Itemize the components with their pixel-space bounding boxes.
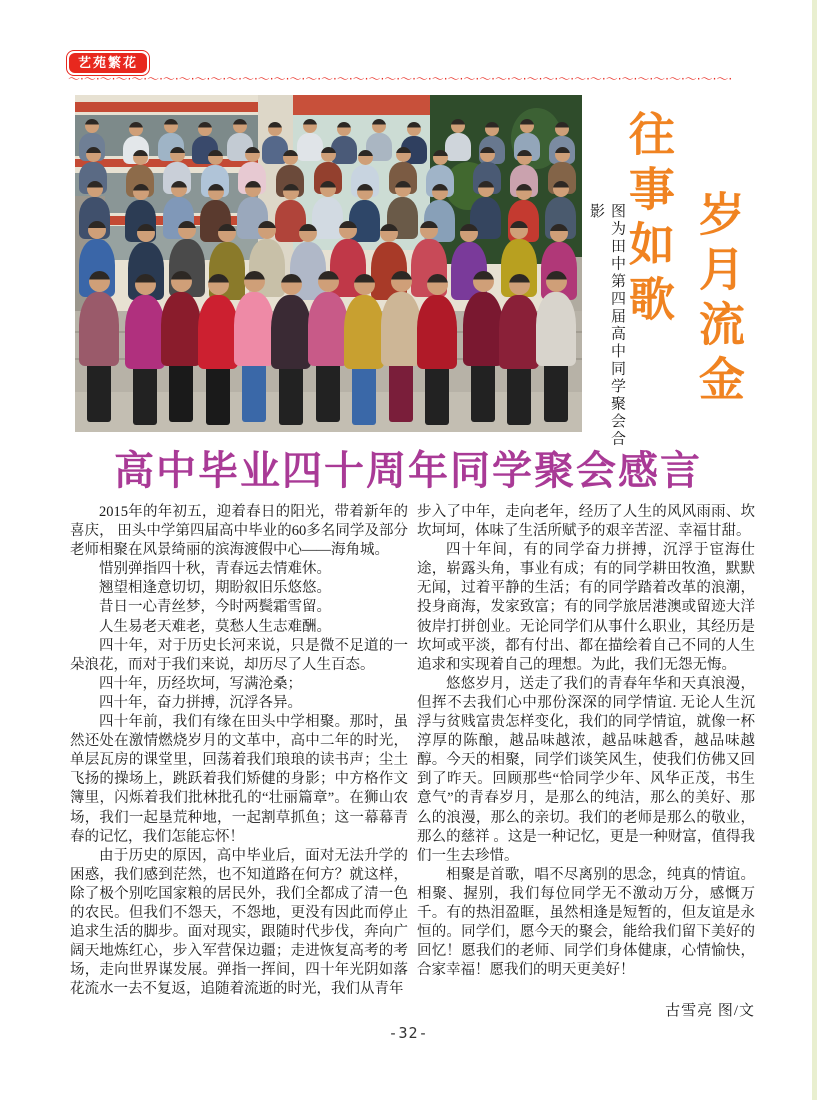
person-head: [208, 184, 224, 200]
person-head: [299, 224, 317, 242]
photo-caption-vertical: 图为田中第四届高中同学聚会合影: [588, 203, 625, 448]
person-head: [485, 122, 499, 136]
person-head: [509, 274, 530, 295]
person-head: [133, 184, 149, 200]
person-head: [283, 184, 299, 200]
person-torso: [308, 292, 348, 366]
person-head: [129, 122, 143, 136]
person-torso: [381, 292, 421, 366]
person-legs: [169, 366, 192, 422]
person-head: [510, 221, 528, 239]
person-head: [258, 221, 276, 239]
person-legs: [133, 369, 156, 425]
person-head: [208, 150, 223, 165]
vertical-title-first: 往事如歌: [622, 110, 675, 330]
person-head: [427, 274, 448, 295]
person-head: [520, 119, 534, 133]
photo-person: [198, 274, 238, 425]
person-head: [283, 150, 298, 165]
person-head: [245, 147, 260, 162]
photo-person: [463, 271, 503, 422]
person-head: [171, 181, 187, 197]
person-torso: [463, 292, 503, 366]
person-head: [88, 221, 106, 239]
body-paragraph: 四十年间，有的同学奋力拼搏，沉浮于宦海仕途，崭露头角，事业有成；有的同学耕田牧渔，默默无闻，过着平静的生活；有的同学踏着改革的浪潮，投身商海，发家致富；有的同学旅居港澳或留迹大洋彼岸打拼创业。无论同学们从事什么职业，其经历是坎坷或平淡，都有付出、都在描绘着自己不同的人生追求和实现着自己的理想。为此，我们无怨无悔。: [417, 542, 755, 673]
person-head: [164, 119, 178, 133]
person-torso: [234, 292, 274, 366]
person-head: [135, 274, 156, 295]
person-legs: [87, 366, 110, 422]
person-legs: [544, 366, 567, 422]
body-paragraph: 四十年前，我们有缘在田头中学相聚。那时，虽然还处在激情燃烧岁月的文革中，高中二年的时光，单层瓦房的课堂里，回荡着我们琅琅的读书声；尘土飞扬的操场上，跳跃着我们矫健的身影；中方格作文簿里，闪烁着我们批林批孔的“壮丽篇章”。在狮山农场，我们一起垦荒种地，一起割草抓鱼；这一幕幕青春的记忆，我们怎能忘怀！: [70, 714, 408, 845]
person-torso: [271, 295, 311, 369]
person-torso: [161, 292, 201, 366]
person-head: [354, 274, 375, 295]
person-head: [137, 224, 155, 242]
person-legs: [471, 366, 494, 422]
photo-person: [271, 274, 311, 425]
person-head: [451, 119, 465, 133]
byline: 古雪亮 图/文: [665, 1003, 755, 1019]
person-head: [358, 150, 373, 165]
photo-scene-block: [293, 95, 445, 115]
person-head: [407, 122, 421, 136]
photo-person: [308, 271, 348, 422]
photo-person: [344, 274, 384, 425]
person-head: [233, 119, 247, 133]
body-paragraph: 四十年，奋力拼搏，沉浮各异。: [99, 694, 302, 711]
person-legs: [389, 366, 412, 422]
person-head: [86, 147, 101, 162]
photo-person: [125, 274, 165, 425]
body-paragraph: 昔日一心青丝梦，今时两鬓霜雪留。: [99, 599, 331, 616]
body-paragraph: 悠悠岁月，送走了我们的青春年华和天真浪漫，但挥不去我们心中那份深深的同学情谊. 无论人生沉浮与贫贱富贵怎样变化，我们的同学情谊，就像一杯淳厚的陈酿，越品味越浓，越品味越香，越品味越醇。今天的相聚，同学们谈笑风生，使我们仿佛又回到了昨天。回顾那些“恰同学少年、风华正茂，书生意气”的青春岁月，是那么的纯洁，那么的美好、那么的浪漫，那么的亲切。我们的老师是那么的敬业，那么的慈祥 。这是一种记忆，更是一种财富，值得我们一生去珍惜。: [417, 675, 755, 864]
photo-person: [381, 271, 421, 422]
person-head: [546, 271, 567, 292]
photo-person: [499, 274, 539, 425]
person-torso: [344, 295, 384, 369]
person-head: [198, 122, 212, 136]
person-legs: [507, 369, 530, 425]
person-head: [87, 181, 103, 197]
person-legs: [425, 369, 448, 425]
person-head: [396, 147, 411, 162]
person-legs: [316, 366, 339, 422]
person-head: [281, 274, 302, 295]
person-head: [372, 119, 386, 133]
person-head: [245, 181, 261, 197]
class-reunion-photo: [75, 95, 582, 432]
person-legs: [242, 366, 265, 422]
body-paragraph: 2015年的年初五，迎着春日的阳光，带着新年的喜庆， 田头中学第四届高中毕业的60多名同学及部分老师相聚在风景绮丽的滨海渡假中心——海角城。: [70, 504, 408, 559]
person-head: [268, 122, 282, 136]
person-head: [357, 184, 373, 200]
person-torso: [536, 292, 576, 366]
page-number: -32-: [388, 1024, 429, 1042]
person-head: [303, 119, 317, 133]
person-head: [171, 271, 192, 292]
person-legs: [279, 369, 302, 425]
scan-edge-strip: [812, 0, 817, 1100]
photo-person: [161, 271, 201, 422]
photo-person: [234, 271, 274, 422]
person-head: [460, 224, 478, 242]
person-legs: [206, 369, 229, 425]
person-head: [218, 224, 236, 242]
person-head: [516, 184, 532, 200]
wavy-divider: ～·～·～·～·～·～·～·～·～·～·～·～·～·～·～·～·～·～·～·～·～·～·～·～·～·～·～·～·～·～·～·～·～·～·～·～·～·～·～·～·～·～·: [68, 72, 733, 86]
person-torso: [79, 292, 119, 366]
person-head: [555, 147, 570, 162]
person-head: [433, 150, 448, 165]
person-head: [553, 181, 569, 197]
body-paragraph: 四十年，对于历史长河来说，只是微不足道的一朵浪花，而对于我们来说，却历尽了人生百态。: [70, 637, 408, 673]
person-head: [480, 147, 495, 162]
person-head: [244, 271, 265, 292]
photo-person: [536, 271, 576, 422]
article-column-right: [417, 503, 755, 980]
person-head: [178, 221, 196, 239]
person-torso: [125, 295, 165, 369]
person-head: [339, 221, 357, 239]
body-paragraph: 惜别弹指四十秋，青春远去情难休。: [99, 561, 331, 578]
vertical-title-second: 岁月流金: [692, 190, 745, 410]
person-head: [420, 221, 438, 239]
person-head: [337, 122, 351, 136]
person-head: [517, 150, 532, 165]
person-head: [133, 150, 148, 165]
body-paragraph: 翘望相逢意切切，期盼叙旧乐悠悠。: [99, 580, 331, 597]
body-paragraph: 相聚是首歌，唱不尽离别的思念，纯真的情谊。相聚、握别，我们每位同学无不激动万分，感慨万千。有的热泪盈眶，虽然相逢是短暂的，但友谊是永恒的。同学们，愿今天的聚会，能给我们留下美好的回忆！愿我们的老师、同学们身体健康，心情愉快，合家幸福！愿我们的明天更美好！: [417, 866, 755, 979]
person-legs: [352, 369, 375, 425]
person-head: [555, 122, 569, 136]
body-paragraph: 由于历史的原因，高中毕业后，面对无法升学的困惑，我们感到茫然，也不知道路在何方？就这样，除了极个别吃国家粮的居民外，我们全都成了清一色的农民。但我们不怨天，不怨地，更没有因此而停止追求生活的脚步。面对现实，跟随时代步伐，奔向广阔天地炼红心，步入军营保边疆；走进恢复高考的考场，走向世界谋发展。弹指一挥间，四十年光阴如落花流水一去不复返，追随着流逝的时光，我们从青年: [70, 847, 408, 998]
person-head: [170, 147, 185, 162]
person-head: [478, 181, 494, 197]
article-title: 高中毕业四十周年同学聚会感言: [114, 449, 702, 493]
person-head: [432, 184, 448, 200]
person-head: [318, 271, 339, 292]
person-head: [395, 181, 411, 197]
person-head: [89, 271, 110, 292]
photo-person: [79, 271, 119, 422]
person-head: [208, 274, 229, 295]
section-badge-label: 艺苑繁花: [69, 53, 147, 73]
person-torso: [499, 295, 539, 369]
person-head: [473, 271, 494, 292]
photo-person: [417, 274, 457, 425]
article-column-left: [70, 503, 408, 999]
person-head: [320, 181, 336, 197]
person-torso: [198, 295, 238, 369]
person-head: [550, 224, 568, 242]
body-paragraph: 人生易老天难老，莫愁人生志难酬。: [99, 618, 331, 635]
person-head: [85, 119, 99, 133]
body-paragraph: 四十年，历经坎坷，写满沧桑；: [99, 675, 302, 692]
person-head: [380, 224, 398, 242]
person-torso: [417, 295, 457, 369]
body-paragraph: 步入了中年，走向老年，经历了人生的风风雨雨、坎坎坷坷，体味了生活所赋予的艰辛苦涩、幸福甘甜。: [417, 504, 755, 540]
person-head: [321, 147, 336, 162]
person-head: [391, 271, 412, 292]
